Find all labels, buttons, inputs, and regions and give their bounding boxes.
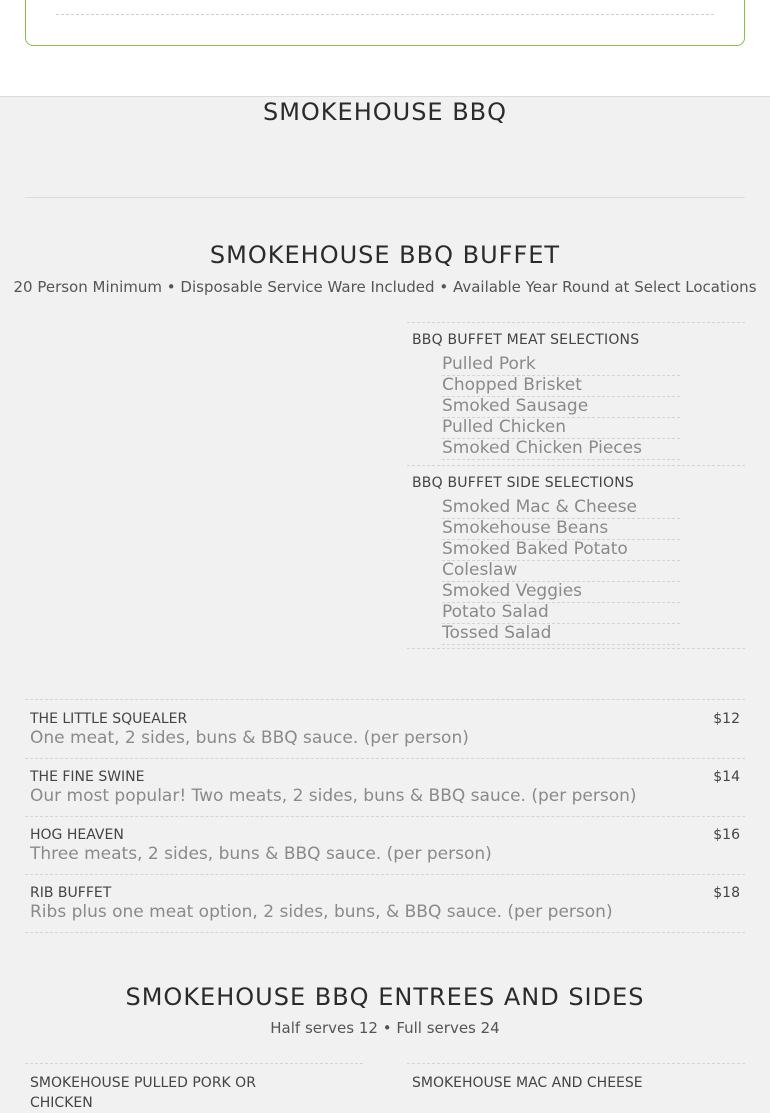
divider xyxy=(407,1063,745,1064)
top-panel xyxy=(0,0,770,97)
meat-selections-title: BBQ BUFFET MEAT SELECTIONS xyxy=(412,332,640,348)
list-item: Coleslaw xyxy=(442,561,680,582)
list-item: Potato Salad xyxy=(442,603,680,624)
divider xyxy=(25,1063,363,1064)
divider xyxy=(407,648,745,649)
package-name: THE LITTLE SQUEALER xyxy=(30,711,188,727)
divider xyxy=(56,14,714,15)
entree-name: SMOKEHOUSE PULLED PORK OR CHICKEN xyxy=(30,1075,256,1111)
package-name: THE FINE SWINE xyxy=(30,769,145,785)
package-description: Our most popular! Two meats, 2 sides, buns & BBQ sauce. (per person) xyxy=(30,786,637,806)
package-description: Ribs plus one meat option, 2 sides, buns, & BBQ sauce. (per person) xyxy=(30,902,613,922)
package-price: $16 xyxy=(713,827,740,843)
buffet-title: SMOKEHOUSE BBQ BUFFET xyxy=(209,241,561,269)
divider xyxy=(407,465,745,466)
entree-name: SMOKEHOUSE MAC AND CHEESE xyxy=(412,1075,643,1091)
package-price: $14 xyxy=(713,769,740,785)
package-row xyxy=(25,758,745,817)
list-item: Tossed Salad xyxy=(442,624,680,645)
side-selections-title: BBQ BUFFET SIDE SELECTIONS xyxy=(412,475,634,491)
package-row xyxy=(25,816,745,875)
list-item: Pulled Pork xyxy=(442,355,680,376)
list-item: Smoked Chicken Pieces xyxy=(442,439,680,460)
entrees-subtitle: Half serves 12 • Full serves 24 xyxy=(270,1019,500,1037)
list-item: Smokehouse Beans xyxy=(442,519,680,540)
package-name: RIB BUFFET xyxy=(30,885,112,901)
page-title: SMOKEHOUSE BBQ xyxy=(262,98,508,126)
list-item: Smoked Baked Potato xyxy=(442,540,680,561)
list-item: Smoked Mac & Cheese xyxy=(442,498,680,519)
package-row xyxy=(25,874,745,933)
list-item: Smoked Veggies xyxy=(442,582,680,603)
package-price: $18 xyxy=(713,885,740,901)
side-selections-list xyxy=(442,498,680,645)
buffet-subtitle: 20 Person Minimum • Disposable Service Ware Included • Available Year Round at Select Locations xyxy=(13,278,757,296)
package-description: Three meats, 2 sides, buns & BBQ sauce. (per person) xyxy=(30,844,492,864)
package-description: One meat, 2 sides, buns & BBQ sauce. (per person) xyxy=(30,728,469,748)
sandwich-box xyxy=(25,0,745,46)
package-name: HOG HEAVEN xyxy=(30,827,124,843)
list-item: Chopped Brisket xyxy=(442,376,680,397)
list-item: Smoked Sausage xyxy=(442,397,680,418)
meat-selections-list xyxy=(442,355,680,460)
package-price: $12 xyxy=(713,711,740,727)
divider xyxy=(407,322,745,323)
list-item: Pulled Chicken xyxy=(442,418,680,439)
package-row xyxy=(25,700,745,759)
divider xyxy=(25,197,745,198)
entrees-title: SMOKEHOUSE BBQ ENTREES AND SIDES xyxy=(125,983,645,1011)
